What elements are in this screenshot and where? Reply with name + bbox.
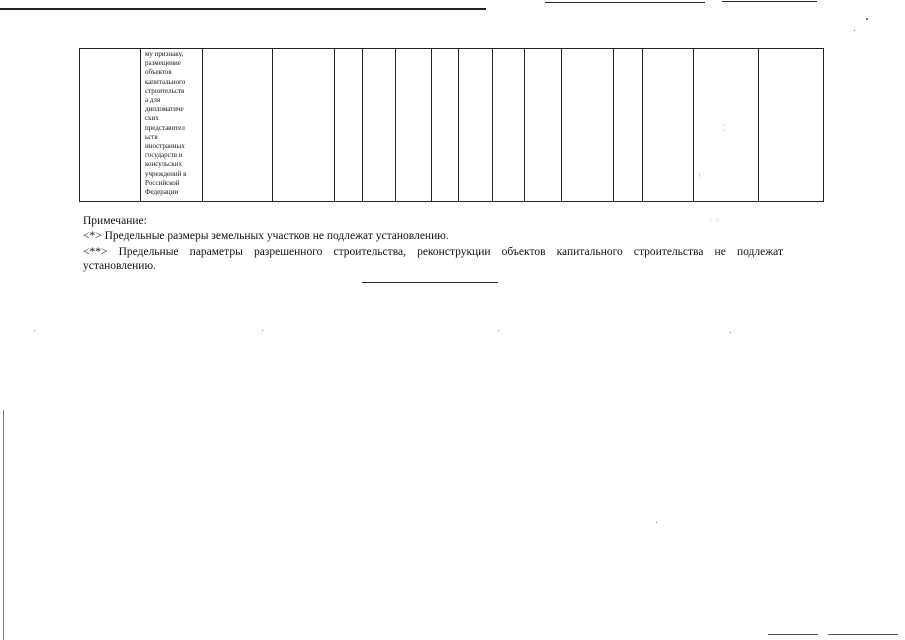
table-row	[80, 49, 824, 202]
scan-smudge: ⁚	[722, 124, 725, 134]
table-cell	[273, 49, 335, 202]
scan-edge-top	[0, 8, 486, 10]
scan-smudge: ⁖⁘	[708, 216, 721, 226]
scan-edge-left	[3, 410, 4, 640]
table-cell	[80, 49, 141, 202]
table-cell	[614, 49, 643, 202]
table-cell	[335, 49, 363, 202]
scan-edge-top-right	[545, 2, 705, 3]
table-cell	[396, 49, 432, 202]
note-1: <*> Предельные размеры земельных участков не подлежат установлению.	[83, 230, 449, 242]
table-cell	[459, 49, 493, 202]
regulations-table	[79, 48, 824, 202]
table-cell	[562, 49, 614, 202]
note-2-line-2: установлению.	[83, 260, 156, 272]
table-cell	[363, 49, 396, 202]
scan-speck	[262, 330, 263, 331]
scan-speck	[854, 30, 855, 31]
scan-edge-bottom-right-2	[828, 634, 898, 635]
scan-speck	[498, 330, 499, 331]
scan-speck	[866, 18, 868, 20]
scan-edge-top-right-2	[722, 1, 817, 2]
note-2-line-1: <**> Предельные параметры разрешенного строительства, реконструкции объектов капитального строительства не подлежат	[83, 246, 783, 258]
table-cell	[432, 49, 459, 202]
notes-title: Примечание:	[83, 215, 147, 227]
table-cell	[493, 49, 525, 202]
scan-speck	[34, 330, 35, 331]
permitted-use-description: му признаку, размещение объектов капитального строительств а для дипломатиче ских представител ьств иностранных государств и консульских учреждений в Российской Федерации	[145, 50, 187, 197]
table-cell	[203, 49, 273, 202]
scan-smudge: ⁝	[698, 172, 701, 182]
table-cell	[759, 49, 824, 202]
table-cell	[694, 49, 759, 202]
scan-speck	[730, 332, 731, 333]
end-rule	[362, 282, 498, 283]
table-cell	[643, 49, 694, 202]
table-cell	[525, 49, 562, 202]
scan-speck	[656, 522, 657, 523]
scan-edge-bottom-right	[768, 634, 818, 635]
table-cell-description	[141, 49, 203, 202]
